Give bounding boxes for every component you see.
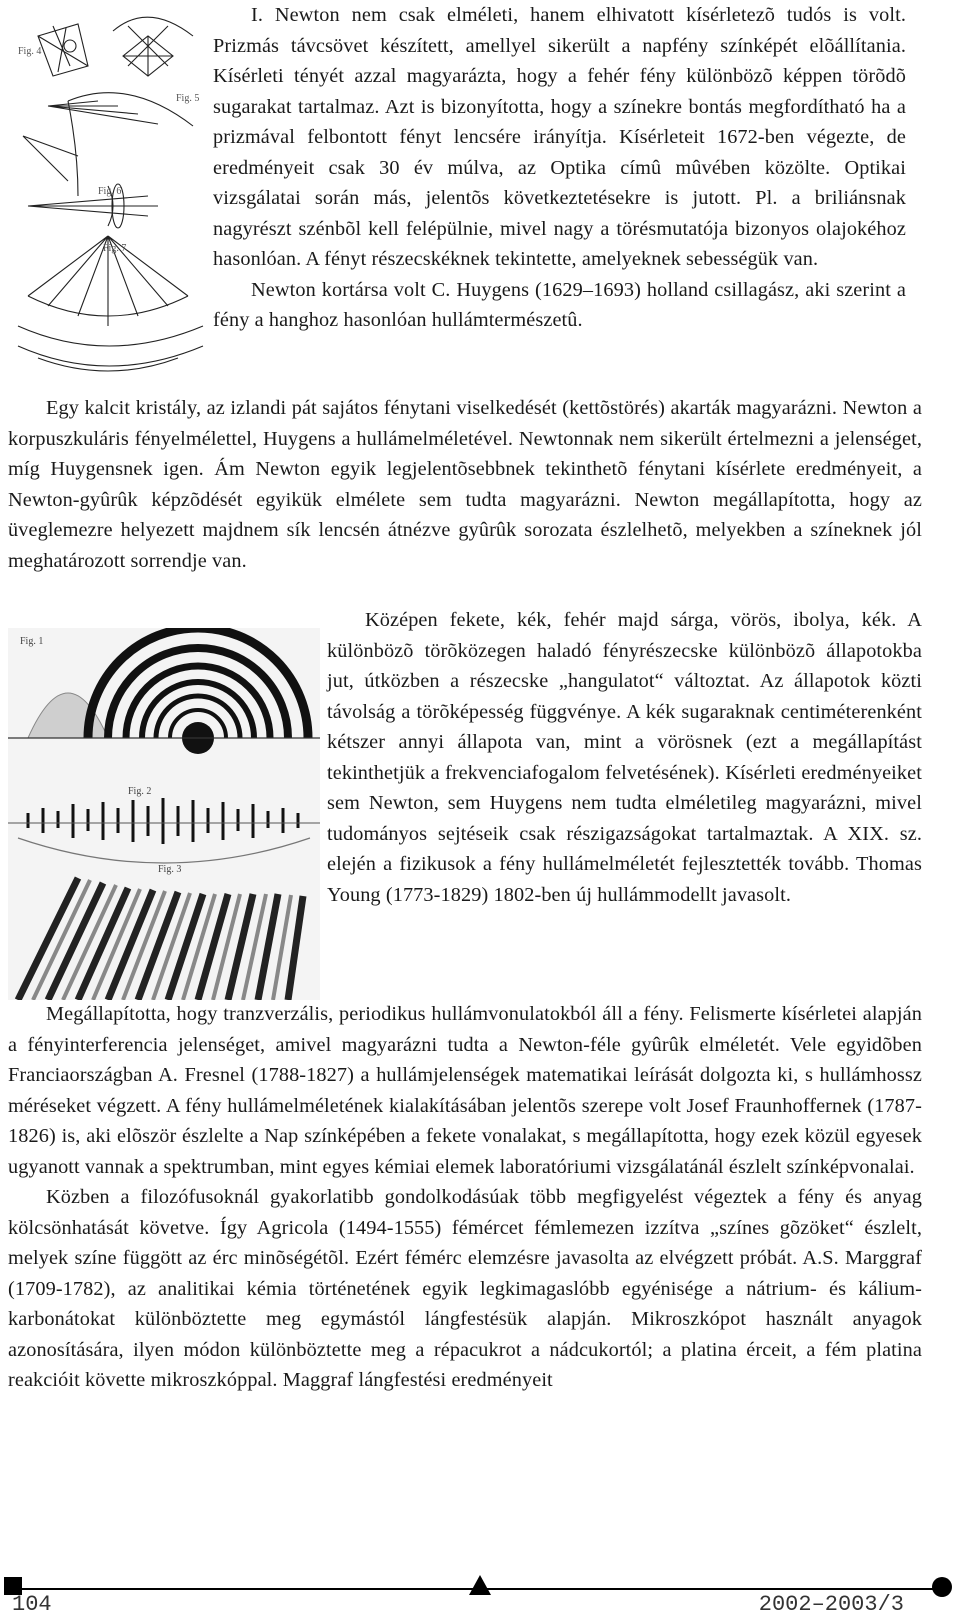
svg-text:Fig. 4: Fig. 4	[18, 46, 42, 57]
paragraph-newton-intro: I. Newton nem csak elméleti, hanem elhivatott kísérletezõ tudós is volt. Prizmás távcsövet készített, amellyel sikerült a napfény színképét elõállítania. Kísérleti tényét azzal magyarázta, hogy a fehér fény különbözõ képpen törõdõ sugarakat tartalmaz. Azt is bizonyította, hogy a színekre bontás megfordítható ha a prizmával felbontott fényt lencsére irányítja. Kísérleteit 1672-ben végezte, de eredményeit csak 30 év múlva, az Optika címû mûvében közölte. Optikai vizsgálatai során más, jelentõs következtetésekre is jutott. Pl. a briliánsnak nagyrészt szénbõl kell felépülnie, mivel nagy a törésmutatója bizonyos olajokéhoz hasonlóan. A fényt részecskéknek tekintette, amelyeknek sebességük van.	[213, 4, 906, 270]
paragraph-agricola: Közben a filozófusoknál gyakorlatibb gondolkodásúak több megfigyelést végeztek a fény és anyag kölcsönhatását követve. Így Agricola (1494-1555) fémércet fémlemezen izzítva „színes gõzöket“ észlelt, melyek színe függött az érc minõségétõl. Ezért fémérc elemzésre javasolta az elvégzett próbát. A.S. Marggraf (1709-1782), az analitikai kémia történetének egyik legkimagaslóbb egyénisége a nátrium- és kálium-karbonátokat különböztette meg egymástól lángfestésük alapján. Mikroszkópot használt anyagok azonosítására, ilyen módon különböztette meg a répacukrot a nádcukortól; a platina érceit, a fém platina reakcióit követte mikroszkóppal. Maggraf lángfestési eredményeit	[8, 1186, 922, 1391]
page-number: 104	[12, 1592, 52, 1617]
paragraph-calcite: Egy kalcit kristály, az izlandi pát sajátos fénytani viselkedését (kettõstörés) akarták magyarázni. Newton a korpuszkuláris fényelmélettel, Huygens a hullámelméletével. Newtonnak nem sikerült értelmezni a jelenséget, míg Huygensnek igen. Ám Newton egyik legjelentõsebbnek tekinthetõ fénytani kísérlete eredményeit, a Newton-gyûrûk képzõdését egyikük elmélete sem tudta magyarázni. Newton megállapította, hogy az üveglemezre helyezett majdnem sík lencsén átnézve gyûrûk sorozata észlelhetõ, melyekben a színeknek jól meghatározott sorrendje van.	[8, 397, 922, 572]
text-block-calcite	[8, 393, 922, 576]
svg-text:Fig. 6: Fig. 6	[98, 186, 122, 197]
paragraph-huygens: Newton kortársa volt C. Huygens (1629–1693) holland csillagász, aki szerint a fény a hanghoz hasonlóan hullámtermészetû.	[213, 278, 906, 331]
text-block-top	[213, 0, 906, 336]
svg-text:Fig. 1: Fig. 1	[20, 636, 44, 647]
text-block-rings	[327, 605, 922, 910]
newton-rings-figure	[8, 628, 320, 1000]
text-block-bottom	[8, 999, 922, 1396]
issue-number: 2002–2003/3	[758, 1592, 904, 1617]
svg-text:Fig. 2: Fig. 2	[128, 786, 152, 797]
newton-optics-figure	[8, 6, 208, 386]
svg-text:Fig. 7: Fig. 7	[103, 243, 127, 254]
paragraph-ring-colors: Középen fekete, kék, fehér majd sárga, vörös, ibolya, kék. A különbözõ törõközegen haladó fényrészecske különbözõ állapotokba jut, útközben a részecske „hangulatot“ változtat. Az állapotok közti távolság a törõképesség függvénye. A kék sugaraknak centiméterenként kétszer annyi állapota van, mint a vörösnek (ezt a megállapítást tekinthetjük a frekvenciafogalom felvetésének). Kísérleti eredményeiket sem Newton, sem Huygens nem tudta elméletileg magyarázni, mivel tudományos sejtéseik csak részigazságokat tartalmaztak. A XIX. sz. elején a fizikusok a fény hullámelméletét fejlesztették tovább. Thomas Young (1773-1829) 1802-ben új hullámmodellt javasolt.	[327, 609, 922, 906]
paragraph-young: Megállapította, hogy tranzverzális, periodikus hullámvonulatokból áll a fény. Felismerte kísérletei alapján a fényinterferencia jelenséget, amivel magyarázni tudta a Newton-féle gyûrûk elméletét. Vele egyidõben Franciaországban A. Fresnel (1788-1827) a hullámjelenségek matematikai leírását dolgozta ki, s hullámhossz méréseket végzett. A fény hullámelméletének kialakításában jelentõs szerepe volt Josef Fraunhoffernek (1787-1826) is, aki elõször észlelte a Nap színképében a fekete vonalakat, s megállapította, hogy ezek közül egyesek ugyanott vannak a spektrumban, mint egyes kémiai elemek laboratóriumi vizsgálatánál észlelt színképvonalai.	[8, 1003, 922, 1178]
svg-text:Fig. 5: Fig. 5	[176, 93, 200, 104]
footer-triangle-marker	[469, 1575, 491, 1595]
svg-text:Fig. 3: Fig. 3	[158, 864, 182, 875]
footer-circle-marker	[932, 1577, 952, 1597]
